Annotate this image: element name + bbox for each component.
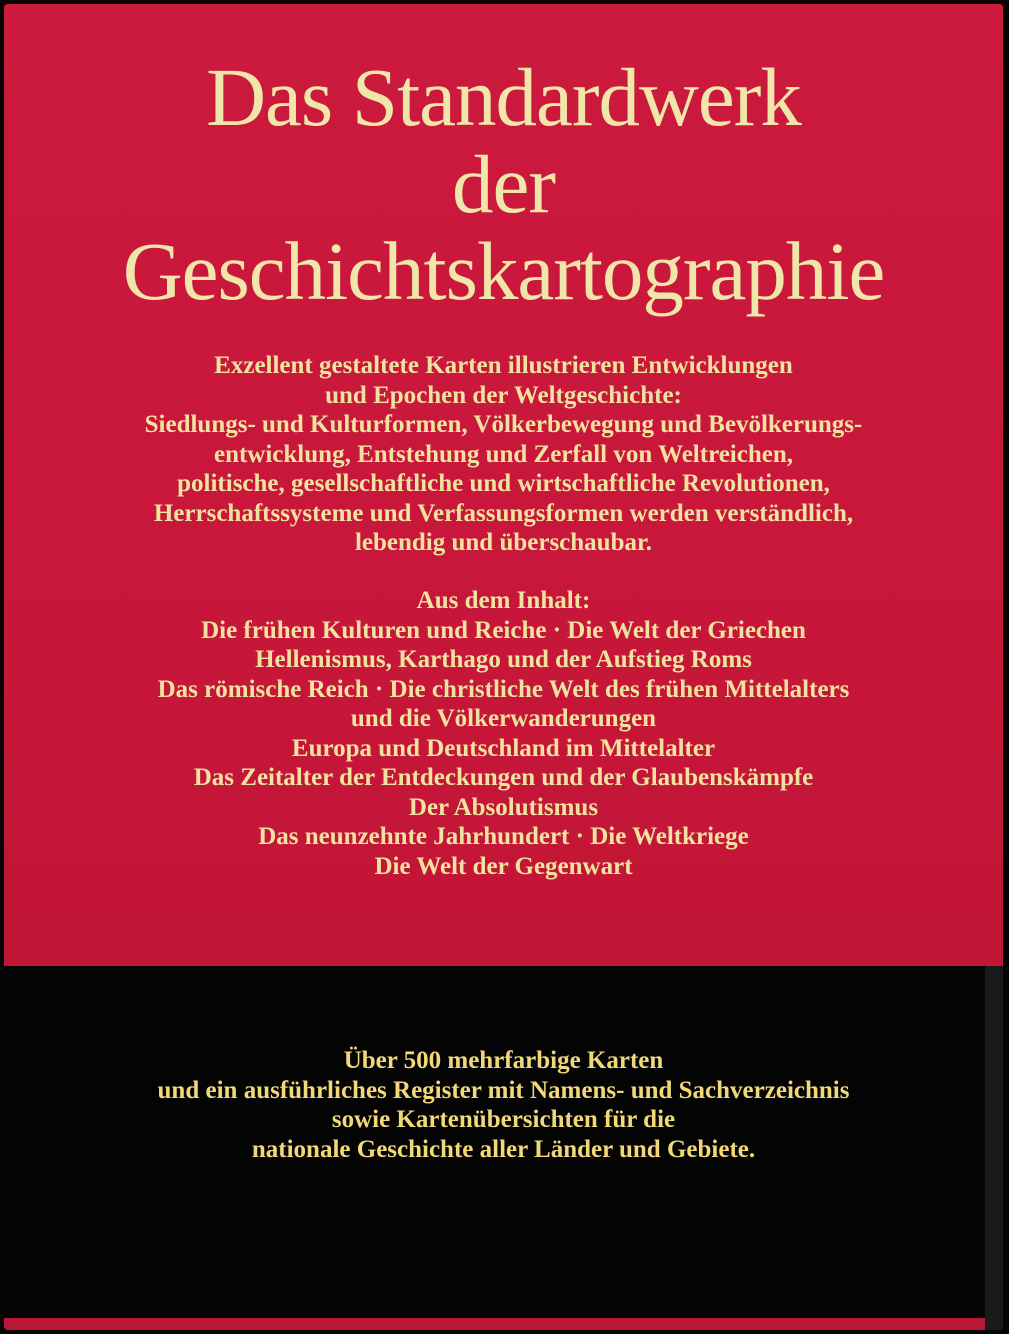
contents-item: Die frühen Kulturen und Reiche · Die Welt der Griechen [201, 616, 806, 644]
cover-bottom-edge [4, 1318, 1003, 1330]
contents-heading: Aus dem Inhalt: [416, 587, 591, 614]
contents-item: Hellenismus, Karthago und der Aufstieg Roms [255, 646, 752, 673]
description-blurb [4, 351, 1003, 558]
description-line: und Epochen der Weltgeschichte: [325, 381, 682, 409]
description-line: lebendig und überschaubar. [354, 529, 653, 556]
footer-line: Über 500 mehrfarbige Karten [343, 1047, 664, 1074]
contents-item: Die Welt der Gegenwart [374, 852, 633, 880]
book-back-cover [4, 4, 1003, 1330]
description-line: Herrschaftssysteme und Verfassungsformen werden verständlich, [153, 499, 854, 527]
contents-item: Das römische Reich · Die christliche Welt des frühen Mittelalters [157, 675, 850, 703]
contents-item: Das neunzehnte Jahrhundert · Die Weltkriege [258, 823, 749, 850]
contents-item: Der Absolutismus [408, 793, 599, 821]
footer-blurb [4, 1046, 1003, 1164]
headline-line: Das Standardwerk [206, 51, 801, 143]
contents-list [4, 586, 1003, 881]
description-line: Siedlungs- und Kulturformen, Völkerbewegung und Bevölkerungs- [144, 411, 863, 438]
contents-item: Europa und Deutschland im Mittelalter [291, 734, 716, 762]
headline-line: der [452, 138, 555, 230]
footer-line: sowie Kartenübersichten für die [331, 1106, 676, 1133]
footer-line: nationale Geschichte aller Länder und Gebiete. [251, 1135, 756, 1163]
headline-line: Geschichtskartographie [122, 225, 885, 317]
headline [4, 51, 1003, 317]
contents-item: und die Völkerwanderungen [350, 705, 657, 732]
contents-item: Das Zeitalter der Entdeckungen und der Glaubenskämpfe [193, 764, 814, 791]
description-line: Exzellent gestaltete Karten illustrieren Entwicklungen [214, 352, 793, 379]
description-line: politische, gesellschaftliche und wirtschaftliche Revolutionen, [177, 470, 830, 497]
footer-line: und ein ausführliches Register mit Namens- und Sachverzeichnis [157, 1076, 850, 1104]
description-line: entwicklung, Entstehung und Zerfall von Weltreichen, [213, 440, 794, 468]
